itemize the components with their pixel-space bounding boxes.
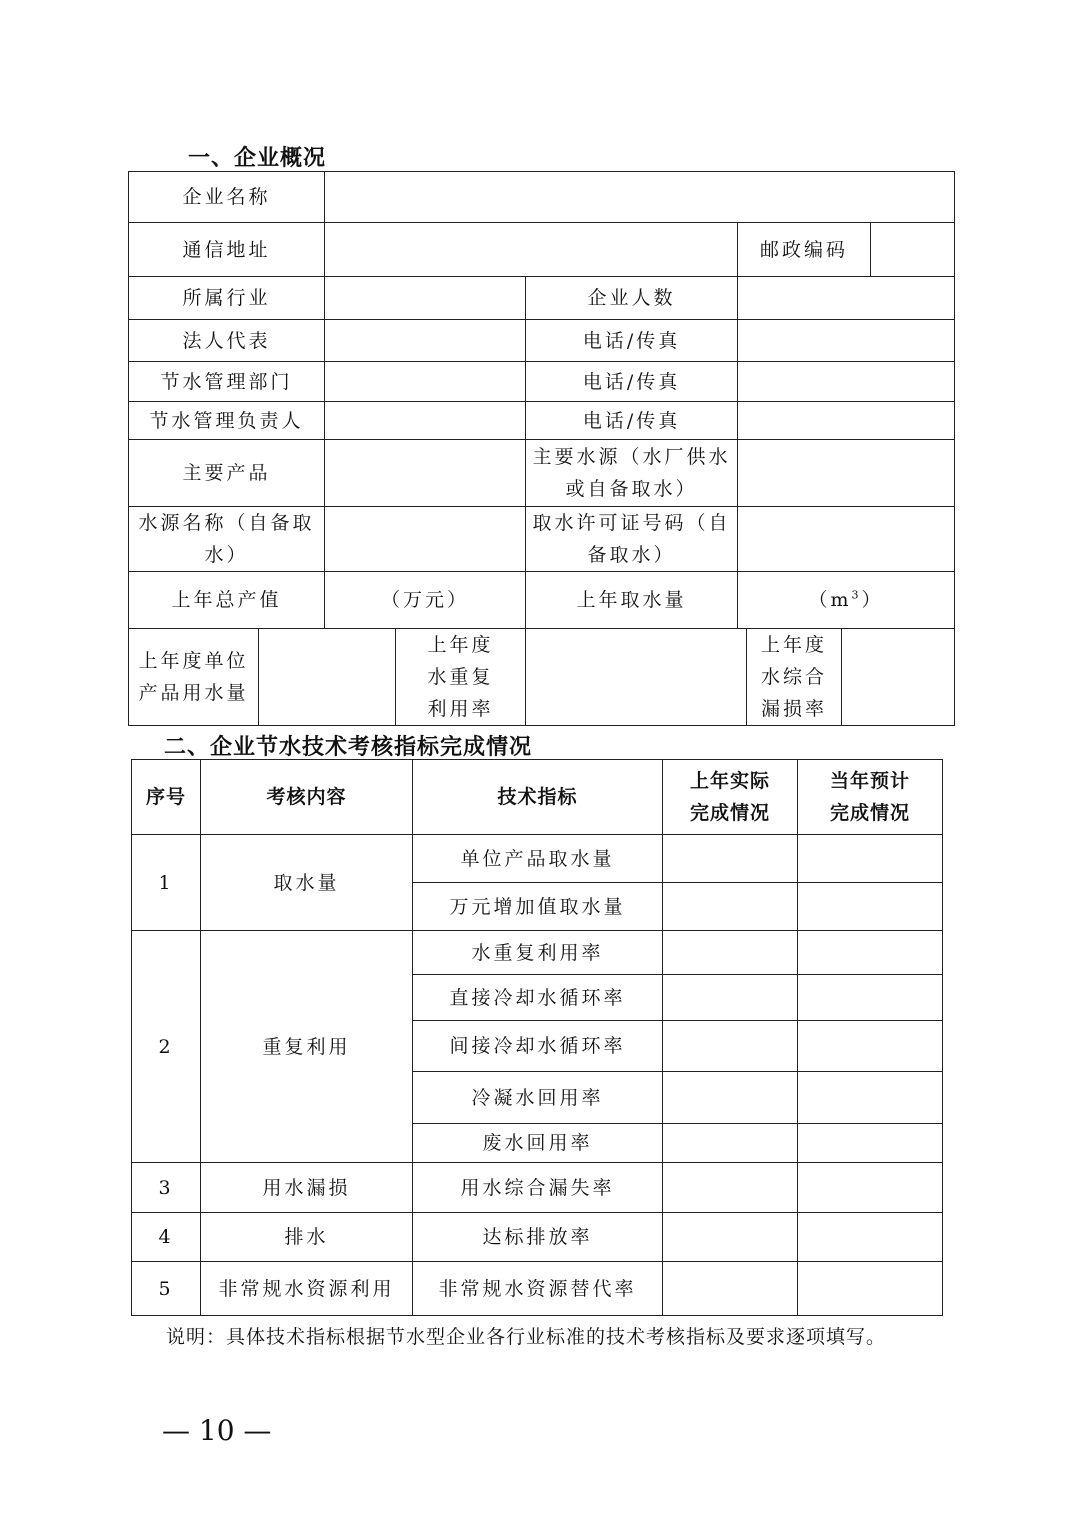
footnote: 说明：具体技术指标根据节水型企业各行业标准的技术考核指标及要求逐项填写。 bbox=[166, 1326, 887, 1348]
last-year-cell[interactable] bbox=[663, 975, 798, 1021]
row-no: 1 bbox=[132, 835, 201, 931]
this-year-cell[interactable] bbox=[798, 931, 943, 975]
unit-use-field[interactable] bbox=[259, 629, 396, 726]
row-no: 2 bbox=[132, 931, 201, 1163]
header-last-year: 上年实际完成情况 bbox=[663, 760, 798, 835]
indicator-label: 直接冷却水循环率 bbox=[413, 975, 663, 1021]
loss-field[interactable] bbox=[842, 629, 955, 726]
legal-rep-field[interactable] bbox=[325, 320, 526, 362]
row-content: 用水漏损 bbox=[201, 1163, 413, 1213]
intake-unit-suffix: ） bbox=[861, 589, 884, 611]
this-year-cell[interactable] bbox=[798, 1124, 943, 1163]
industry-label: 所属行业 bbox=[129, 277, 325, 320]
section1-heading: 一、企业概况 bbox=[188, 146, 327, 171]
row-content: 排水 bbox=[201, 1213, 413, 1262]
last-year-cell[interactable] bbox=[663, 883, 798, 931]
company-name-field[interactable] bbox=[325, 172, 955, 223]
manager-label: 节水管理负责人 bbox=[129, 402, 325, 440]
row-no: 3 bbox=[132, 1163, 201, 1213]
last-year-cell[interactable] bbox=[663, 1163, 798, 1213]
this-year-cell[interactable] bbox=[798, 1213, 943, 1262]
last-year-cell[interactable] bbox=[663, 931, 798, 975]
last-year-cell[interactable] bbox=[663, 1072, 798, 1124]
indicator-label: 废水回用率 bbox=[413, 1124, 663, 1163]
indicator-label: 冷凝水回用率 bbox=[413, 1072, 663, 1124]
source-name-label: 水源名称（自备取水） bbox=[129, 507, 325, 572]
header-content: 考核内容 bbox=[201, 760, 413, 835]
manager-field[interactable] bbox=[325, 402, 526, 440]
address-label: 通信地址 bbox=[129, 223, 325, 277]
reuse-label: 上年度水重复利用率 bbox=[396, 629, 526, 726]
water-source-label: 主要水源（水厂供水或自备取水） bbox=[526, 440, 738, 507]
header-indicator: 技术指标 bbox=[413, 760, 663, 835]
loss-label: 上年度水综合漏损率 bbox=[747, 629, 842, 726]
address-field[interactable] bbox=[325, 223, 738, 277]
this-year-cell[interactable] bbox=[798, 975, 943, 1021]
last-year-cell[interactable] bbox=[663, 835, 798, 883]
water-source-field[interactable] bbox=[738, 440, 955, 507]
manager-phone-field[interactable] bbox=[738, 402, 955, 440]
this-year-cell[interactable] bbox=[798, 835, 943, 883]
permit-field[interactable] bbox=[738, 507, 955, 572]
header-this-year: 当年预计完成情况 bbox=[798, 760, 943, 835]
last-year-cell[interactable] bbox=[663, 1124, 798, 1163]
postcode-field[interactable] bbox=[871, 223, 955, 277]
this-year-cell[interactable] bbox=[798, 1262, 943, 1316]
indicator-label: 万元增加值取水量 bbox=[413, 883, 663, 931]
intake-unit[interactable] bbox=[738, 572, 955, 629]
row-content: 重复利用 bbox=[201, 931, 413, 1163]
company-name-label: 企业名称 bbox=[129, 172, 325, 223]
last-year-cell[interactable] bbox=[663, 1213, 798, 1262]
dept-label: 节水管理部门 bbox=[129, 362, 325, 402]
this-year-cell[interactable] bbox=[798, 1163, 943, 1213]
this-year-cell[interactable] bbox=[798, 883, 943, 931]
legal-rep-phone-field[interactable] bbox=[738, 320, 955, 362]
industry-field[interactable] bbox=[325, 277, 526, 320]
indicator-label: 水重复利用率 bbox=[413, 931, 663, 975]
section2-heading: 二、企业节水技术考核指标完成情况 bbox=[164, 735, 533, 760]
legal-rep-phone-label: 电话/传真 bbox=[526, 320, 738, 362]
employees-field[interactable] bbox=[738, 277, 955, 320]
unit-use-label: 上年度单位产品用水量 bbox=[129, 629, 259, 726]
row-no: 4 bbox=[132, 1213, 201, 1262]
employees-label: 企业人数 bbox=[526, 277, 738, 320]
intake-unit-sup: 3 bbox=[851, 588, 862, 602]
output-label: 上年总产值 bbox=[129, 572, 325, 629]
row-content: 取水量 bbox=[201, 835, 413, 931]
products-field[interactable] bbox=[325, 440, 526, 507]
row-no: 5 bbox=[132, 1262, 201, 1316]
company-overview-table bbox=[128, 171, 955, 726]
source-name-field[interactable] bbox=[325, 507, 526, 572]
postcode-label: 邮政编码 bbox=[738, 223, 871, 277]
indicator-table bbox=[131, 759, 943, 1316]
indicator-label: 单位产品取水量 bbox=[413, 835, 663, 883]
last-year-cell[interactable] bbox=[663, 1021, 798, 1072]
page-number: — 10 — bbox=[162, 1414, 272, 1447]
dept-field[interactable] bbox=[325, 362, 526, 402]
products-label: 主要产品 bbox=[129, 440, 325, 507]
indicator-label: 非常规水资源替代率 bbox=[413, 1262, 663, 1316]
header-no: 序号 bbox=[132, 760, 201, 835]
intake-label: 上年取水量 bbox=[526, 572, 738, 629]
indicator-label: 用水综合漏失率 bbox=[413, 1163, 663, 1213]
reuse-field[interactable] bbox=[526, 629, 747, 726]
this-year-cell[interactable] bbox=[798, 1021, 943, 1072]
intake-unit-prefix: （m bbox=[808, 589, 852, 611]
row-content: 非常规水资源利用 bbox=[201, 1262, 413, 1316]
output-unit[interactable]: （万元） bbox=[325, 572, 526, 629]
last-year-cell[interactable] bbox=[663, 1262, 798, 1316]
indicator-label: 间接冷却水循环率 bbox=[413, 1021, 663, 1072]
permit-label: 取水许可证号码（自备取水） bbox=[526, 507, 738, 572]
manager-phone-label: 电话/传真 bbox=[526, 402, 738, 440]
dept-phone-label: 电话/传真 bbox=[526, 362, 738, 402]
this-year-cell[interactable] bbox=[798, 1072, 943, 1124]
legal-rep-label: 法人代表 bbox=[129, 320, 325, 362]
indicator-label: 达标排放率 bbox=[413, 1213, 663, 1262]
dept-phone-field[interactable] bbox=[738, 362, 955, 402]
